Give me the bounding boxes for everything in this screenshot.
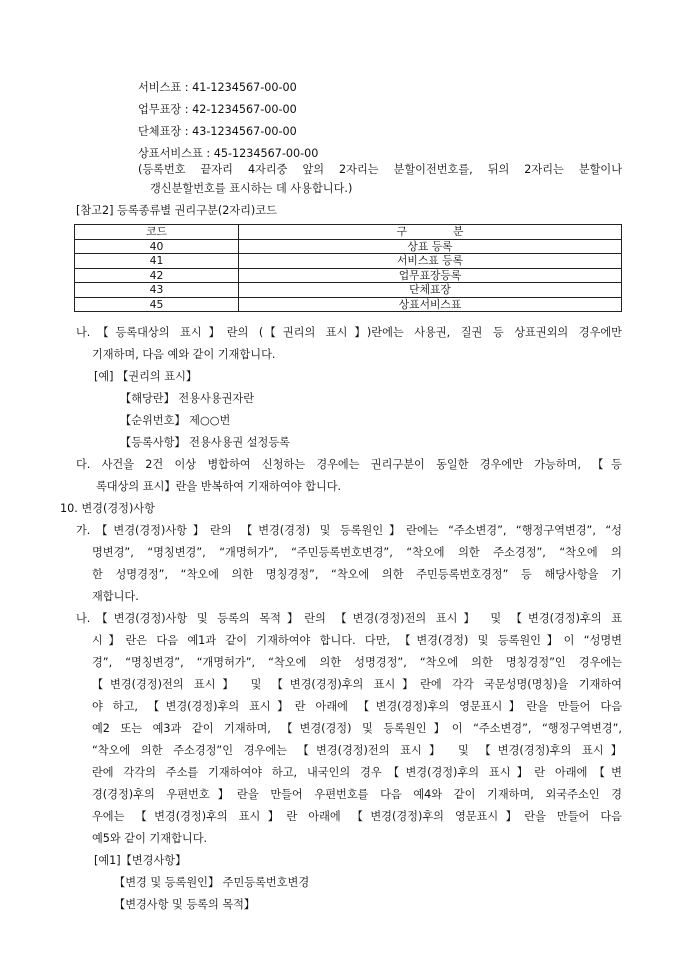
- paragraph-nb-line: 우에는 【변경(경정)후의 표시】란 아래에 【변경(경정)후의 영문표시】란을 만들어 다음: [92, 810, 622, 823]
- code-list-item: 상표서비스표 : 45-1234567-00-00: [138, 147, 319, 160]
- example1-item: 【변경사항 및 등록의 목적】: [114, 898, 256, 911]
- paragraph-nb-line: 경”, “명칭변경”, “개명허가”, “착오에 의한 성명경정”, “착오에 의한 명칭경정”인 경우에는: [92, 656, 622, 669]
- header-gu: 구: [396, 225, 407, 238]
- table-row: [75, 254, 622, 269]
- paragraph-ga-line: 한 성명경정”, “착오에 의한 명칭경정”, “착오에 의한 주민등록번호경정” 등 해당사항을 기: [92, 568, 622, 581]
- paragraph-nb-line: 나.【변경(경정)사항 및 등록의 목적】란의 【변경(경정)전의 표시】 및 【변경(경정)후의 표: [76, 612, 622, 625]
- paragraph-nb-line: “착오에 의한 주소경정”인 경우에는 【변경(경정)전의 표시】 및 【변경(경정)후의 표시】: [92, 744, 622, 757]
- paragraph-nb-line: 예2 또는 예3과 같이 기재하며, 【변경(경정) 및 등록원인】이 “주소변경”, “행정구역변경”,: [92, 722, 622, 735]
- table-row: [75, 268, 622, 283]
- example-item: 【해당란】 전용사용권자란: [120, 392, 255, 405]
- row-label: 서비스표 등록: [239, 254, 622, 269]
- section-title: 10. 변경(경정)사항: [60, 502, 155, 515]
- paragraph-na-line: 나.【등록대상의 표시】란의 (【권리의 표시】)란에는 사용권, 질권 등 상표권외의 경우에만: [76, 326, 622, 339]
- row-code: 41: [75, 254, 239, 269]
- row-code: 40: [75, 239, 239, 254]
- row-label: 상표서비스표: [239, 297, 622, 312]
- row-code: 43: [75, 283, 239, 298]
- table-row: [75, 283, 622, 298]
- paragraph-nb-line: 시】란은 다음 예1과 같이 기재하여야 합니다. 다만, 【변경(경정) 및 등록원인】이 “성명변: [92, 634, 622, 647]
- code-list-item: 업무표장 : 42-1234567-00-00: [138, 103, 297, 116]
- paragraph-ga-line: 재합니다.: [92, 590, 139, 603]
- example1-label: [예1]【변경사항】: [94, 854, 187, 867]
- paragraph-nb-line: 란에 각각의 주소를 기재하여야 하고, 내국인의 경우【변경(경정)후의 표시】란 아래에【변: [92, 766, 622, 779]
- row-label: 업무표장등록: [239, 268, 622, 283]
- row-code: 42: [75, 268, 239, 283]
- paragraph-da-line: 다. 사건을 2건 이상 병합하여 신청하는 경우에는 권리구분이 동일한 경우에만 가능하며, 【등: [76, 458, 622, 471]
- paragraph-nb-line: 경(경정)후의 우편번호】란을 만들어 우편번호를 다음 예4와 같이 기재하며, 외국주소인 경: [92, 788, 622, 801]
- paragraph-na-line: 기재하며, 다음 예와 같이 기재합니다.: [92, 348, 276, 361]
- code-list-item: 서비스표 : 41-1234567-00-00: [138, 81, 297, 94]
- paragraph-nb-line: 【변경(경정)전의 표시】 및 【변경(경정)후의 표시】란에 각각 국문성명(명칭)을 기재하여: [92, 678, 622, 691]
- paragraph-ga-line: 가.【변경(경정)사항】란의 【변경(경정) 및 등록원인】란에는 “주소변경”, “행정구역변경”, “성: [76, 524, 622, 537]
- row-code: 45: [75, 297, 239, 312]
- reference-title: [참고2] 등록종류별 권리구분(2자리)코드: [76, 204, 277, 217]
- table-row: [75, 297, 622, 312]
- row-label: 상표 등록: [239, 239, 622, 254]
- paragraph-nb-line: 야 하고, 【변경(경정)후의 표시】란 아래에 【변경(경정)후의 영문표시】란을 만들어 다음: [92, 700, 622, 713]
- paragraph-ga-line: 명변경”, “명칭변경”, “개명허가”, “주민등록번호변경”, “착오에 의한 주소경정”, “착오에 의: [92, 546, 622, 559]
- code-list-item: 단체표장 : 43-1234567-00-00: [138, 125, 297, 138]
- header-classification: [239, 225, 622, 240]
- table-row: [75, 239, 622, 254]
- example-item: 【등록사항】 전용사용권 설정등록: [120, 436, 290, 449]
- note-line: 갱신분할번호를 표시하는 데 사용합니다.): [150, 182, 353, 195]
- example1-item: 【변경 및 등록원인】 주민등록번호변경: [114, 876, 310, 889]
- paragraph-da-line: 록대상의 표시】란을 반복하여 기재하여야 합니다.: [96, 480, 342, 493]
- paragraph-nb-line: 예5와 같이 기재합니다.: [92, 832, 208, 845]
- example-label: [예] 【권리의 표시】: [94, 370, 198, 383]
- table-header-row: [75, 225, 622, 240]
- code-table: [74, 224, 622, 312]
- header-code: 코드: [75, 225, 239, 240]
- example-item: 【순위번호】 제○○번: [120, 414, 231, 427]
- note-line: (등록번호 끝자리 4자리중 앞의 2자리는 분할이전번호를, 뒤의 2자리는 분할이나: [138, 163, 622, 176]
- row-label: 단체표장: [239, 283, 622, 298]
- header-bun: 분: [453, 225, 464, 238]
